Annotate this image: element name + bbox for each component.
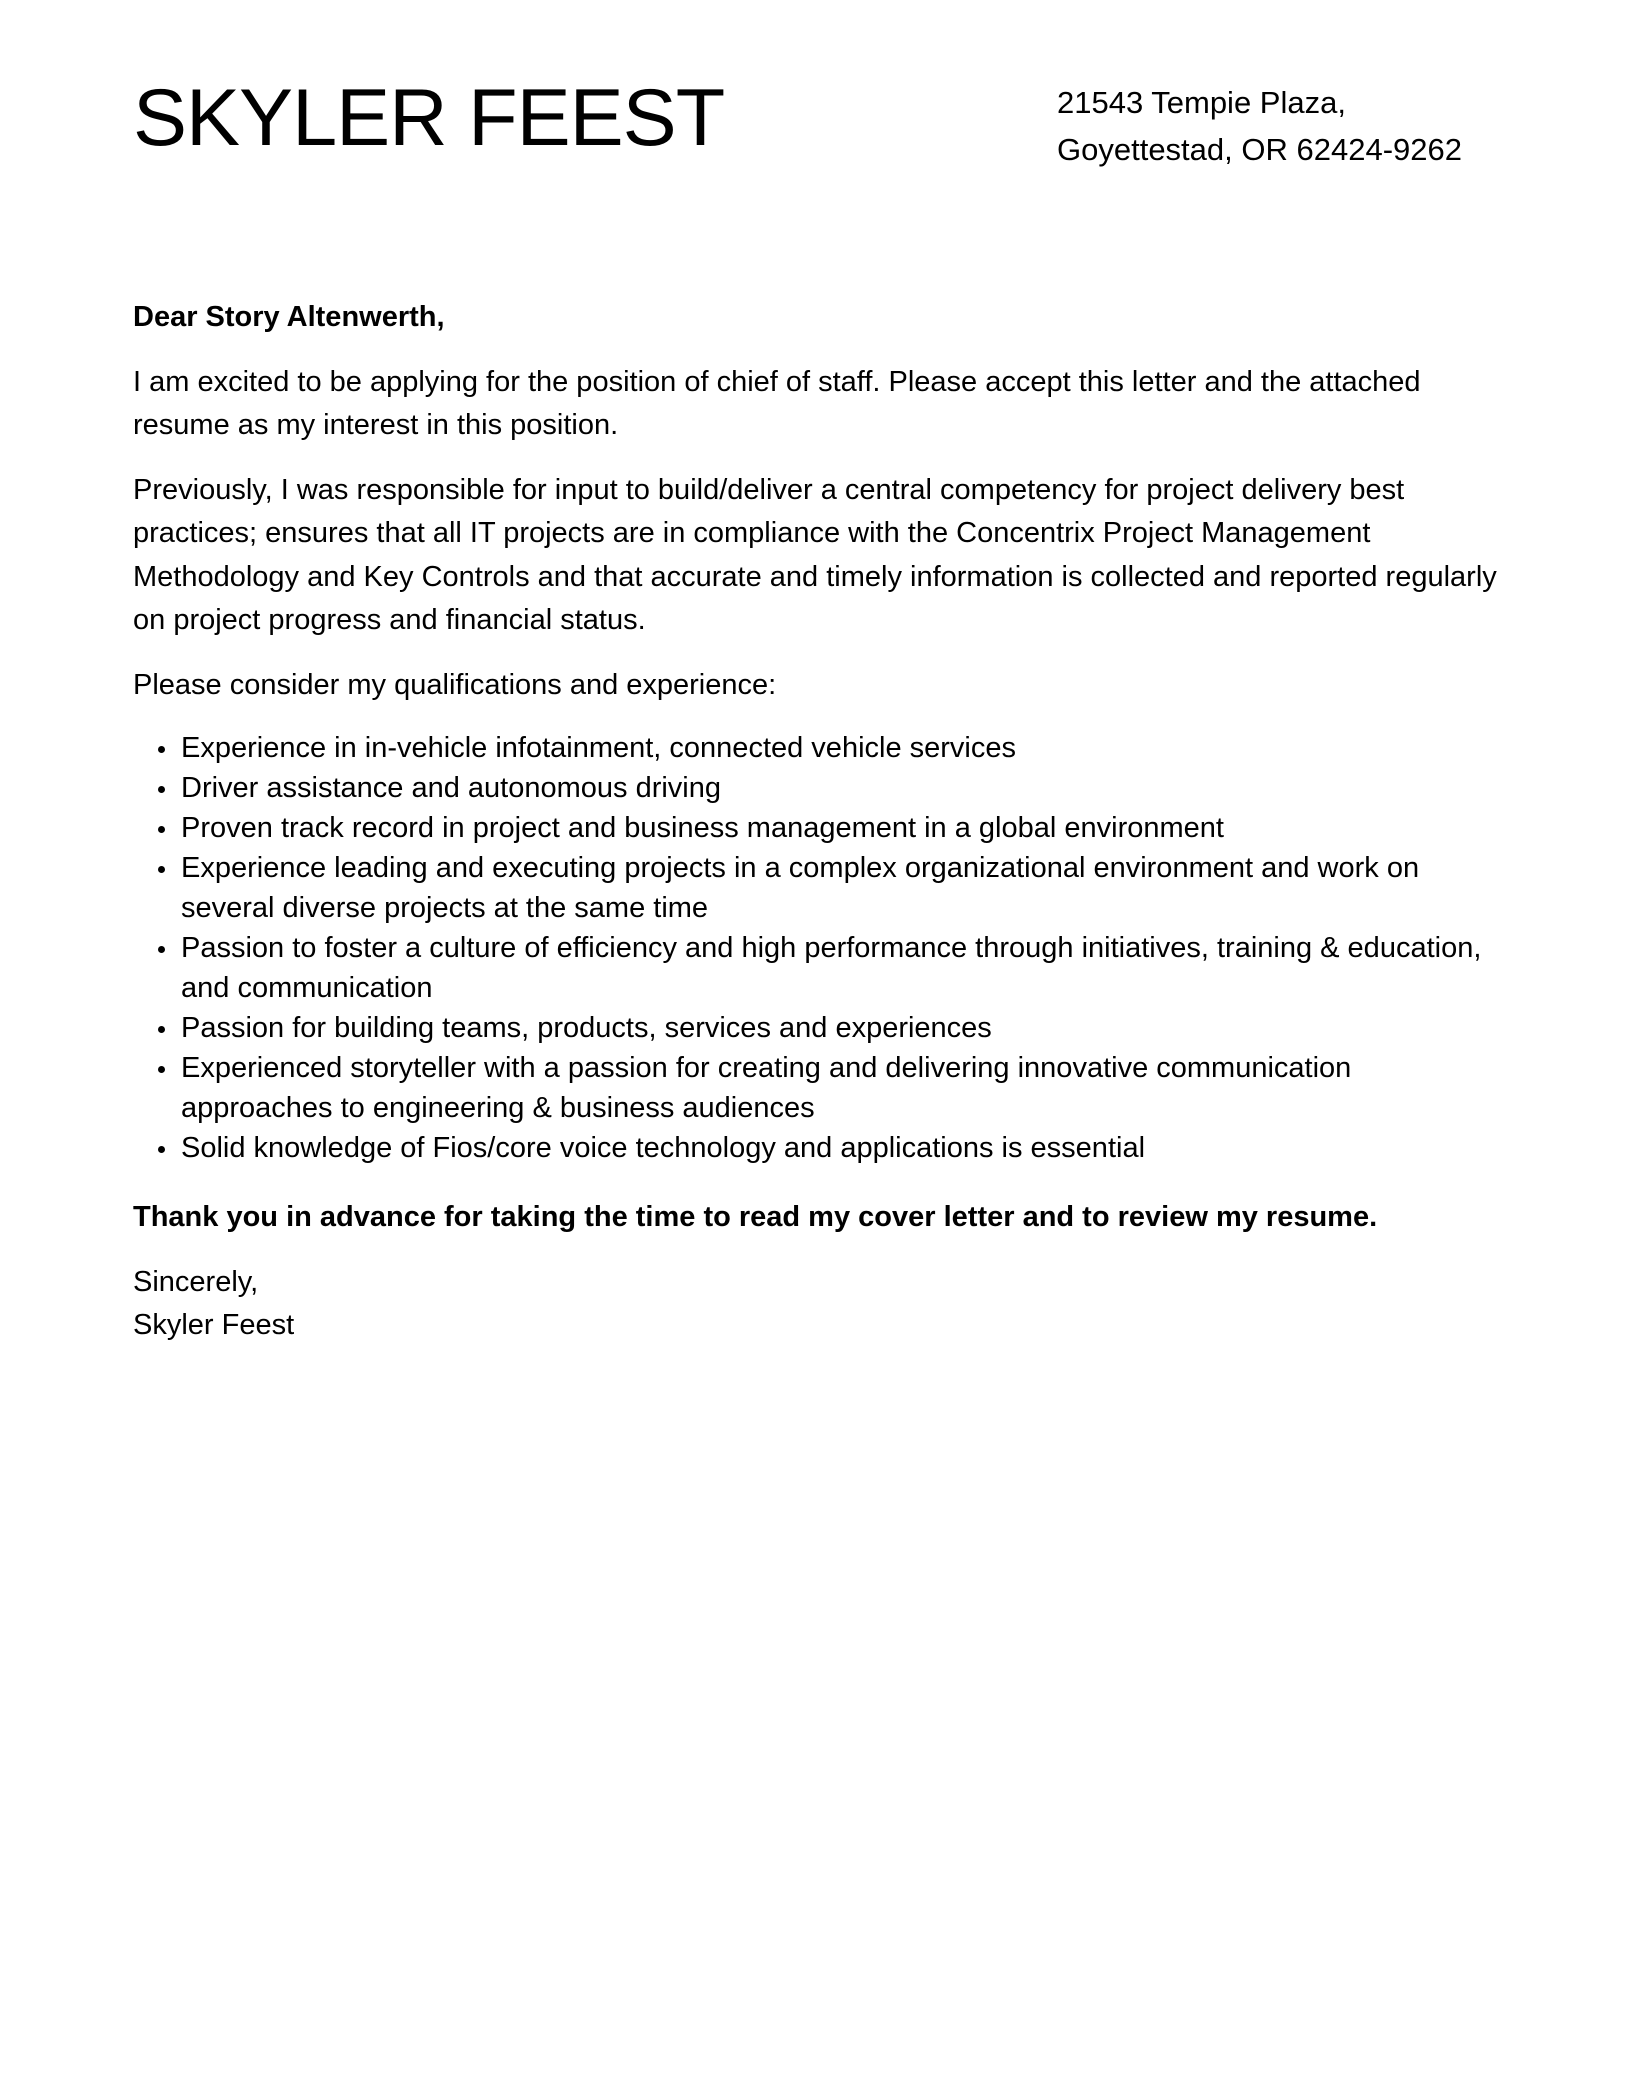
experience-paragraph: Previously, I was responsible for input to build/deliver a central competency for project delivery best practices; ensures that all IT projects are in compliance with the Concentrix Project Management Methodology and Key Controls and that accurate and timely information is collected and reported regularly on project progress and financial status.	[133, 473, 1497, 636]
salutation: Dear Story Altenwerth,	[133, 301, 445, 333]
address-line-2: Goyettestad, OR 62424-9262	[1057, 132, 1462, 167]
list-item: Passion to foster a culture of efficiency and high performance through initiatives, training & education, and communication	[181, 928, 1503, 1008]
address-line-1: 21543 Tempie Plaza,	[1057, 85, 1346, 120]
closing: Sincerely,	[133, 1265, 259, 1298]
intro-paragraph: I am excited to be applying for the position of chief of staff. Please accept this letter and the attached resume as my interest in this position.	[133, 365, 1421, 441]
list-item: Experience leading and executing projects in a complex organizational environment and work on several diverse projects at the same time	[181, 848, 1503, 928]
list-item: Experienced storyteller with a passion for creating and delivering innovative communication approaches to engineering & business audiences	[181, 1048, 1503, 1128]
applicant-name: SKYLER FEEST	[133, 73, 725, 163]
list-item: Experience in in-vehicle infotainment, connected vehicle services	[181, 728, 1503, 768]
list-item: Passion for building teams, products, services and experiences	[181, 1008, 1503, 1048]
signature-name: Skyler Feest	[133, 1309, 295, 1341]
qualifications-list	[133, 728, 1503, 1168]
qualifications-intro: Please consider my qualifications and experience:	[133, 668, 777, 701]
letter-body	[133, 296, 1503, 1348]
list-item: Solid knowledge of Fios/core voice technology and applications is essential	[181, 1128, 1503, 1168]
thank-you-line: Thank you in advance for taking the time to read my cover letter and to review my resume.	[133, 1201, 1378, 1233]
list-item: Proven track record in project and business management in a global environment	[181, 808, 1503, 848]
list-item: Driver assistance and autonomous driving	[181, 768, 1503, 808]
applicant-address	[1057, 79, 1462, 173]
signoff	[133, 1261, 1503, 1348]
